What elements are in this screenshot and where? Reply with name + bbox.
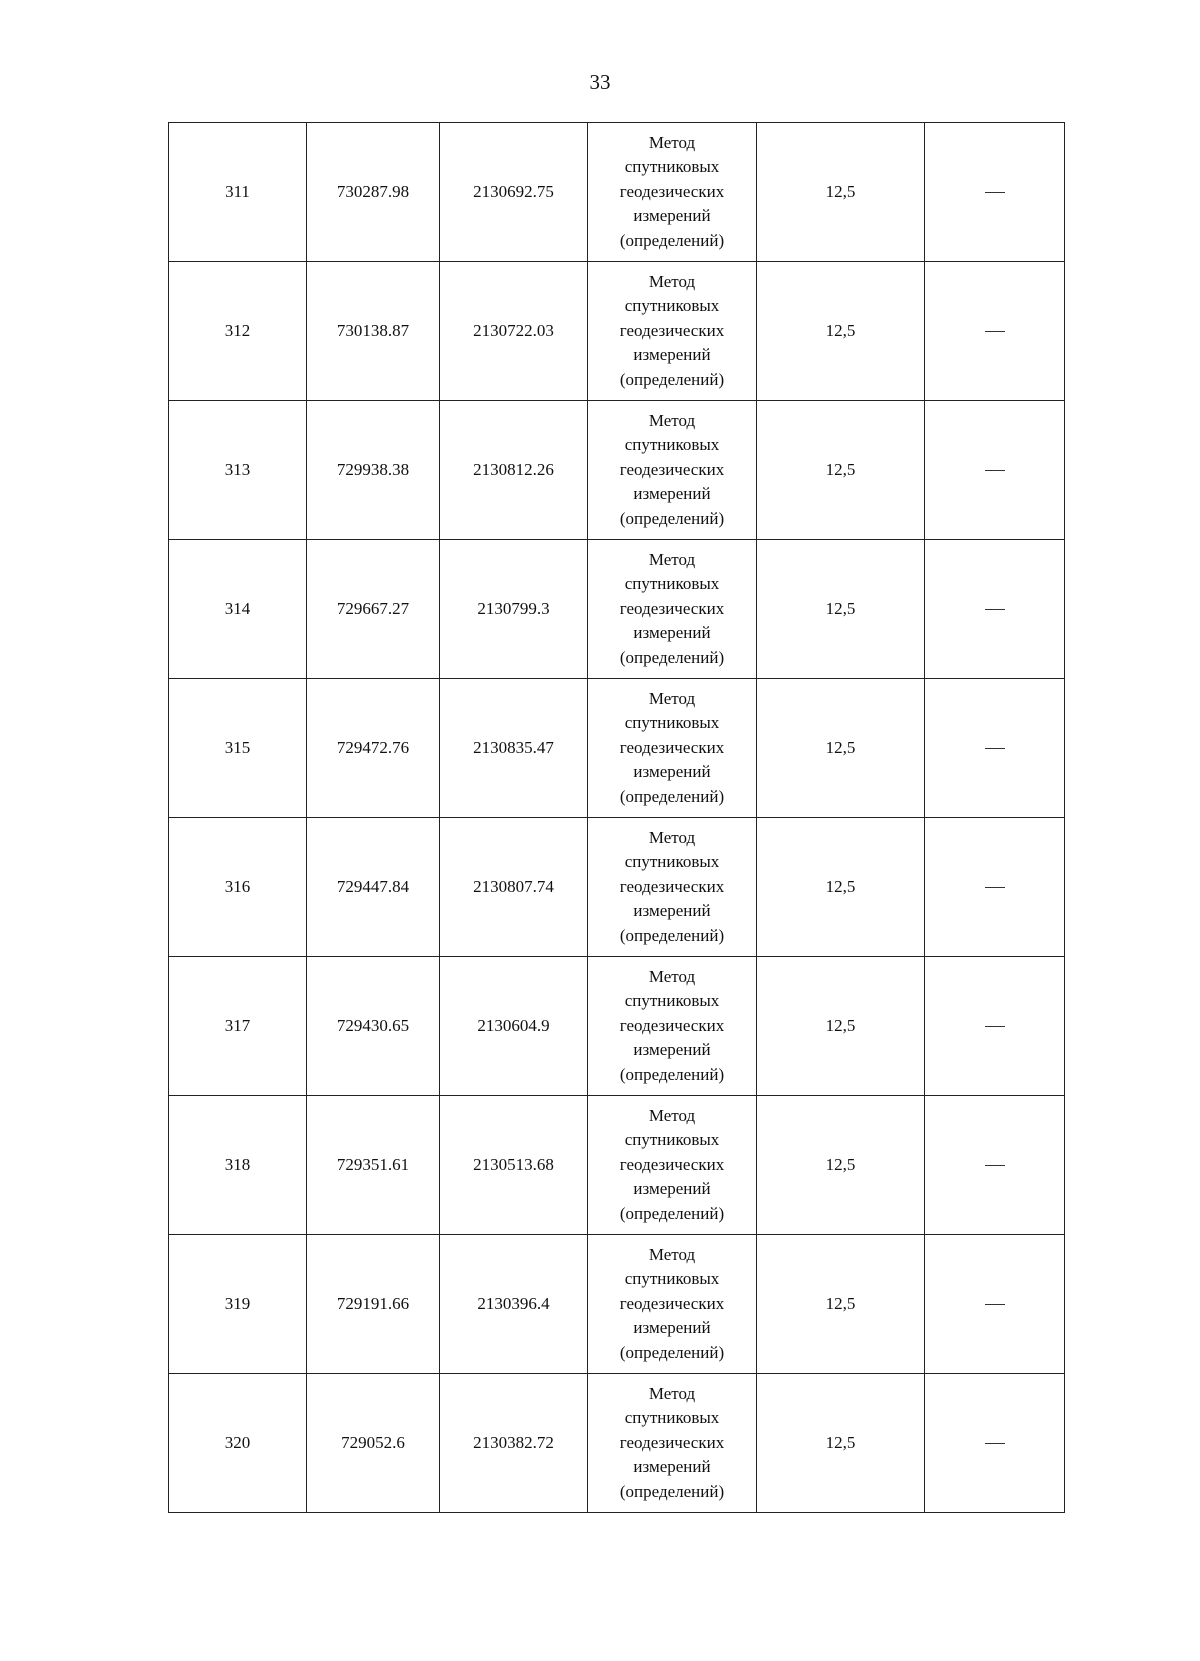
- accuracy-cell: 12,5: [757, 401, 925, 540]
- y-coordinate-cell: 2130513.68: [440, 1096, 588, 1235]
- table-row: [169, 540, 1065, 679]
- method-line: спутниковых: [624, 991, 720, 1011]
- dash-mark: [985, 470, 1005, 471]
- method-line: (определений): [619, 508, 725, 528]
- table-row: [169, 679, 1065, 818]
- method-line: (определений): [619, 647, 725, 667]
- method-line: Метод: [648, 966, 696, 986]
- method-line: измерений: [633, 484, 711, 504]
- y-coordinate-cell: 2130799.3: [440, 540, 588, 679]
- accuracy-cell: 12,5: [757, 540, 925, 679]
- accuracy-cell: 12,5: [757, 1235, 925, 1374]
- method-line: (определений): [619, 1342, 725, 1362]
- method-line: геодезических: [619, 876, 725, 896]
- dash-mark: [985, 609, 1005, 610]
- method-cell: [588, 123, 757, 262]
- method-line: спутниковых: [624, 713, 720, 733]
- dash-mark: [985, 887, 1005, 888]
- note-cell: [925, 123, 1065, 262]
- point-number-cell: 315: [169, 679, 307, 818]
- method-line: спутниковых: [624, 1269, 720, 1289]
- x-coordinate-cell: 729191.66: [307, 1235, 440, 1374]
- method-line: (определений): [619, 1064, 725, 1084]
- table-row: [169, 1235, 1065, 1374]
- method-line: измерений: [633, 762, 711, 782]
- note-cell: [925, 1096, 1065, 1235]
- method-line: измерений: [633, 345, 711, 365]
- method-line: Метод: [648, 688, 696, 708]
- y-coordinate-cell: 2130722.03: [440, 262, 588, 401]
- method-line: геодезических: [619, 598, 725, 618]
- x-coordinate-cell: 729938.38: [307, 401, 440, 540]
- table-row: [169, 957, 1065, 1096]
- accuracy-cell: 12,5: [757, 818, 925, 957]
- method-cell: [588, 818, 757, 957]
- point-number-cell: 317: [169, 957, 307, 1096]
- x-coordinate-cell: 729351.61: [307, 1096, 440, 1235]
- method-line: Метод: [648, 549, 696, 569]
- method-line: Метод: [648, 1105, 696, 1125]
- method-cell: [588, 1096, 757, 1235]
- x-coordinate-cell: 729447.84: [307, 818, 440, 957]
- note-cell: [925, 401, 1065, 540]
- method-line: спутниковых: [624, 1408, 720, 1428]
- dash-mark: [985, 748, 1005, 749]
- method-line: спутниковых: [624, 157, 720, 177]
- method-line: (определений): [619, 230, 725, 250]
- point-number-cell: 311: [169, 123, 307, 262]
- y-coordinate-cell: 2130835.47: [440, 679, 588, 818]
- method-line: геодезических: [619, 737, 725, 757]
- accuracy-cell: 12,5: [757, 1374, 925, 1513]
- method-line: Метод: [648, 271, 696, 291]
- method-line: (определений): [619, 369, 725, 389]
- method-line: измерений: [633, 1040, 711, 1060]
- accuracy-cell: 12,5: [757, 1096, 925, 1235]
- method-line: измерений: [633, 1318, 711, 1338]
- method-line: измерений: [633, 206, 711, 226]
- point-number-cell: 320: [169, 1374, 307, 1513]
- method-line: спутниковых: [624, 852, 720, 872]
- accuracy-cell: 12,5: [757, 123, 925, 262]
- method-line: спутниковых: [624, 435, 720, 455]
- method-cell: [588, 679, 757, 818]
- method-line: геодезических: [619, 1154, 725, 1174]
- method-line: измерений: [633, 1179, 711, 1199]
- x-coordinate-cell: 730287.98: [307, 123, 440, 262]
- dash-mark: [985, 1026, 1005, 1027]
- y-coordinate-cell: 2130807.74: [440, 818, 588, 957]
- dash-mark: [985, 331, 1005, 332]
- method-line: измерений: [633, 623, 711, 643]
- note-cell: [925, 818, 1065, 957]
- table-row: [169, 818, 1065, 957]
- x-coordinate-cell: 730138.87: [307, 262, 440, 401]
- note-cell: [925, 957, 1065, 1096]
- note-cell: [925, 679, 1065, 818]
- accuracy-cell: 12,5: [757, 679, 925, 818]
- method-line: измерений: [633, 1457, 711, 1477]
- method-line: геодезических: [619, 1432, 725, 1452]
- table-row: [169, 1096, 1065, 1235]
- method-line: (определений): [619, 786, 725, 806]
- method-cell: [588, 262, 757, 401]
- method-line: геодезических: [619, 1015, 725, 1035]
- method-cell: [588, 957, 757, 1096]
- x-coordinate-cell: 729430.65: [307, 957, 440, 1096]
- table-row: [169, 123, 1065, 262]
- table-row: [169, 1374, 1065, 1513]
- y-coordinate-cell: 2130604.9: [440, 957, 588, 1096]
- point-number-cell: 312: [169, 262, 307, 401]
- note-cell: [925, 262, 1065, 401]
- point-number-cell: 316: [169, 818, 307, 957]
- coordinates-table: [168, 122, 1065, 1513]
- method-line: (определений): [619, 1481, 725, 1501]
- x-coordinate-cell: 729472.76: [307, 679, 440, 818]
- method-cell: [588, 1235, 757, 1374]
- method-line: геодезических: [619, 181, 725, 201]
- y-coordinate-cell: 2130812.26: [440, 401, 588, 540]
- note-cell: [925, 1235, 1065, 1374]
- method-line: измерений: [633, 901, 711, 921]
- accuracy-cell: 12,5: [757, 957, 925, 1096]
- point-number-cell: 314: [169, 540, 307, 679]
- method-line: Метод: [648, 1244, 696, 1264]
- point-number-cell: 319: [169, 1235, 307, 1374]
- method-cell: [588, 401, 757, 540]
- method-line: Метод: [648, 1383, 696, 1403]
- point-number-cell: 313: [169, 401, 307, 540]
- method-line: Метод: [648, 132, 696, 152]
- x-coordinate-cell: 729052.6: [307, 1374, 440, 1513]
- method-line: (определений): [619, 925, 725, 945]
- method-line: (определений): [619, 1203, 725, 1223]
- note-cell: [925, 540, 1065, 679]
- table-row: [169, 401, 1065, 540]
- y-coordinate-cell: 2130382.72: [440, 1374, 588, 1513]
- method-line: геодезических: [619, 1293, 725, 1313]
- dash-mark: [985, 1304, 1005, 1305]
- note-cell: [925, 1374, 1065, 1513]
- y-coordinate-cell: 2130396.4: [440, 1235, 588, 1374]
- table-row: [169, 262, 1065, 401]
- dash-mark: [985, 1443, 1005, 1444]
- dash-mark: [985, 1165, 1005, 1166]
- method-line: геодезических: [619, 459, 725, 479]
- page-number: 33: [589, 70, 611, 94]
- method-line: спутниковых: [624, 296, 720, 316]
- method-line: геодезических: [619, 320, 725, 340]
- point-number-cell: 318: [169, 1096, 307, 1235]
- method-line: спутниковых: [624, 574, 720, 594]
- y-coordinate-cell: 2130692.75: [440, 123, 588, 262]
- accuracy-cell: 12,5: [757, 262, 925, 401]
- method-cell: [588, 1374, 757, 1513]
- dash-mark: [985, 192, 1005, 193]
- x-coordinate-cell: 729667.27: [307, 540, 440, 679]
- method-line: спутниковых: [624, 1130, 720, 1150]
- method-line: Метод: [648, 827, 696, 847]
- method-line: Метод: [648, 410, 696, 430]
- method-cell: [588, 540, 757, 679]
